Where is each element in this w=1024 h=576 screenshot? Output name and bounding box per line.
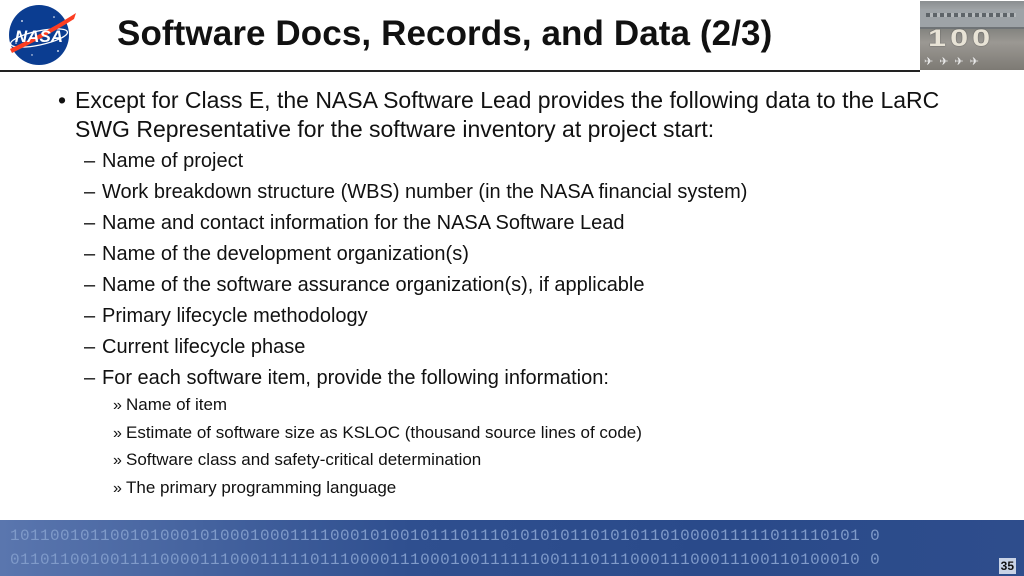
sub-sub-item	[113, 394, 227, 417]
bullet-icon: •	[58, 87, 67, 113]
chevron-double-right-icon: »	[113, 397, 122, 414]
binary-text-line: 0110110010011110000111000111110111000011100010011111100111011100011100011100110100010 0	[10, 551, 881, 569]
main-bullet-text: Except for Class E, the NASA Software Lead provides the following data to the LaRC SWG Representative for the software inventory at project start:	[75, 87, 940, 142]
sub-item	[84, 335, 305, 359]
slide-title: Software Docs, Records, and Data (2/3)	[117, 14, 773, 53]
sub-sub-item	[113, 449, 481, 472]
binary-footer-band	[0, 520, 1024, 576]
dash-icon: –	[84, 181, 96, 203]
sub-item-text: Primary lifecycle methodology	[102, 305, 368, 327]
sub-item	[84, 273, 645, 297]
hangar-windows	[926, 13, 1016, 17]
nasa-logo	[2, 3, 78, 67]
slide-header	[0, 0, 1024, 72]
chevron-double-right-icon: »	[113, 452, 122, 469]
sub-item	[84, 242, 469, 266]
sub-item-text: Work breakdown structure (WBS) number (in the NASA financial system)	[102, 181, 748, 203]
sub-sub-item	[113, 477, 396, 500]
airplane-icons: ✈✈✈✈	[924, 56, 985, 68]
dash-icon: –	[84, 305, 96, 327]
sub-item-text: For each software item, provide the following information:	[102, 367, 609, 389]
chevron-double-right-icon: »	[113, 480, 122, 497]
sub-sub-item-text: The primary programming language	[126, 478, 397, 497]
sub-item	[84, 304, 368, 328]
sub-item	[84, 149, 243, 173]
sub-item-text: Current lifecycle phase	[102, 336, 306, 358]
dash-icon: –	[84, 243, 96, 265]
dash-icon: –	[84, 212, 96, 234]
dash-icon: –	[84, 367, 96, 389]
dash-icon: –	[84, 336, 96, 358]
dash-icon: –	[84, 150, 96, 172]
sub-item	[84, 366, 609, 390]
sub-sub-item-text: Software class and safety-critical determination	[126, 450, 482, 469]
binary-text-line: 1011001011001010001010001000111100010100101110111010101011010101101000011111011110101 0	[10, 527, 881, 545]
chevron-double-right-icon: »	[113, 425, 122, 442]
title-underline	[0, 70, 920, 72]
sub-item-text: Name and contact information for the NASA Software Lead	[102, 212, 625, 234]
sub-sub-item-text: Name of item	[126, 395, 228, 414]
sub-sub-item-text: Estimate of software size as KSLOC (thousand source lines of code)	[126, 423, 642, 442]
sub-item-text: Name of the software assurance organization(s), if applicable	[102, 274, 645, 296]
photo-100-formation: 100	[928, 25, 995, 52]
sub-item-text: Name of project	[102, 150, 244, 172]
sub-sub-item	[113, 422, 642, 445]
dash-icon: –	[84, 274, 96, 296]
page-number: 35	[1000, 559, 1014, 573]
centennial-photo	[920, 1, 1024, 70]
sub-item	[84, 211, 625, 235]
sub-item	[84, 180, 747, 204]
sub-item-text: Name of the development organization(s)	[102, 243, 469, 265]
svg-text:NASA: NASA	[14, 27, 64, 46]
main-bullet	[58, 86, 998, 144]
